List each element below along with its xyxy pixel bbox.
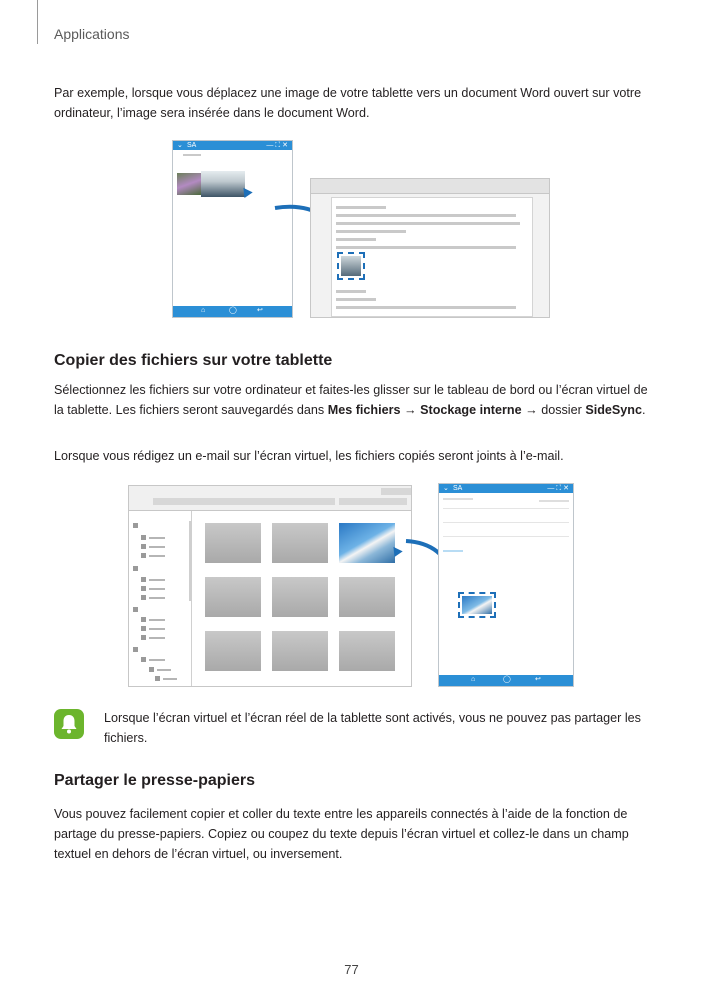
file-thumbnail <box>205 631 261 671</box>
inserted-image <box>341 256 361 276</box>
tablet-email-screen <box>438 483 574 687</box>
figure-drag-image-to-word <box>172 140 552 320</box>
path-sidesync: SideSync <box>585 403 643 417</box>
email-divider <box>443 522 569 523</box>
back-icon: ↩ <box>257 307 263 314</box>
folder-icon <box>133 647 138 652</box>
folder-icon <box>141 626 146 631</box>
folder-tree <box>129 511 192 686</box>
tablet-status-text: SA <box>453 485 463 492</box>
tree-scrollbar <box>189 521 192 601</box>
figure-drag-files-to-tablet <box>128 483 576 689</box>
document-page <box>331 197 533 317</box>
note-text: Lorsque l’écran virtuel et l’écran réel de la tablette sont activés, vous ne pouvez pas partager les fichiers. <box>104 711 641 745</box>
folder-label <box>149 659 165 661</box>
search-box <box>339 498 407 505</box>
back-icon: ↩ <box>535 676 541 683</box>
file-thumbnail <box>205 577 261 617</box>
folder-icon <box>149 667 154 672</box>
home-icon: ◯ <box>503 676 511 683</box>
header-rule <box>37 0 38 44</box>
window-controls: — ⛶ ✕ <box>266 142 288 149</box>
text-line <box>336 214 516 217</box>
tablet-nav-bar <box>439 675 573 686</box>
path-internal-storage: Stockage interne <box>420 403 522 417</box>
inserted-image-dropzone <box>337 252 365 280</box>
attached-image-dropzone <box>458 592 496 618</box>
text-line <box>336 222 520 225</box>
folder-label <box>149 597 165 599</box>
folder-label <box>149 619 165 621</box>
folder-icon <box>141 535 146 540</box>
folder-icon <box>141 595 146 600</box>
folder-label <box>163 678 177 680</box>
file-thumbnail <box>272 523 328 563</box>
folder-icon <box>141 657 146 662</box>
tablet-nav-bar <box>173 306 292 317</box>
text-run: → <box>400 403 421 417</box>
folder-icon <box>133 566 138 571</box>
folder-icon <box>141 577 146 582</box>
tablet-status-text: SA <box>187 142 197 149</box>
attached-image <box>462 596 492 614</box>
selected-photo-thumbnail <box>339 523 395 563</box>
section-header: Applications <box>54 26 130 42</box>
email-divider <box>443 536 569 537</box>
text-line <box>336 206 386 209</box>
section-title-clipboard: Partager le presse-papiers <box>54 772 255 789</box>
flower-thumbnail <box>177 173 201 195</box>
folder-icon <box>155 676 160 681</box>
landscape-thumbnail <box>201 171 245 197</box>
email-field-line <box>539 500 569 502</box>
window-buttons <box>381 488 411 495</box>
intro-paragraph: Par exemple, lorsque vous déplacez une image de votre tablette vers un document Word ouvert sur votre ordinateur, l’image sera insérée dans le document Word. <box>54 86 642 120</box>
file-explorer-window <box>128 485 412 687</box>
file-thumbnail <box>339 631 395 671</box>
placeholder-line <box>183 154 201 156</box>
email-divider <box>443 508 569 509</box>
page-number: 77 <box>344 962 359 977</box>
explorer-toolbar <box>129 486 411 511</box>
folder-icon <box>141 586 146 591</box>
word-document-window <box>310 178 550 318</box>
folder-icon <box>141 544 146 549</box>
text-line <box>336 238 376 241</box>
window-controls: — ⛶ ✕ <box>547 485 569 492</box>
text-run: → dossier <box>521 403 586 417</box>
text-run: . <box>642 403 646 417</box>
text-run: Sélectionnez les fichiers sur votre ordinateur et faites-les glisser sur le tableau de bord ou l’écran virtuel de la tablette. Les fichiers seront sauvegardés dans <box>54 383 648 417</box>
folder-icon <box>133 523 138 528</box>
folder-icon <box>141 617 146 622</box>
file-thumbnail <box>339 577 395 617</box>
file-thumbnail <box>272 631 328 671</box>
clipboard-paragraph: Vous pouvez facilement copier et coller du texte entre les appareils connectés à l’aide de la fonction de partage du presse-papiers. Copiez ou coupez du texte depuis l’écran virtuel et collez-le dans un champ textuel en dehors de l’écran virtuel, ou inversement. <box>54 807 629 861</box>
copy-files-paragraph <box>54 380 654 420</box>
attachment-label <box>443 550 463 552</box>
text-line <box>336 246 516 249</box>
file-thumbnail <box>272 577 328 617</box>
folder-icon <box>133 607 138 612</box>
text-line <box>336 306 516 309</box>
section-title-copy-files: Copier des fichiers sur votre tablette <box>54 352 333 369</box>
address-bar <box>153 498 335 505</box>
path-my-files: Mes fichiers <box>327 403 401 417</box>
text-line <box>336 290 366 293</box>
word-toolbar <box>311 179 549 194</box>
folder-label <box>149 637 165 639</box>
folder-label <box>149 537 165 539</box>
text-line <box>336 298 376 301</box>
folder-label <box>149 546 165 548</box>
folder-icon <box>141 635 146 640</box>
folder-label <box>149 628 165 630</box>
tablet-title-bar <box>173 141 292 150</box>
recent-apps-icon: ⌂ <box>201 307 206 314</box>
folder-label <box>157 669 171 671</box>
file-thumbnail <box>205 523 261 563</box>
chevron-down-icon: ⌄ <box>177 142 183 149</box>
home-icon: ◯ <box>229 307 237 314</box>
folder-label <box>149 588 165 590</box>
tablet-title-bar <box>439 484 573 493</box>
text-line <box>336 230 406 233</box>
note-bell-icon <box>54 709 84 739</box>
chevron-down-icon: ⌄ <box>443 485 449 492</box>
folder-label <box>149 579 165 581</box>
folder-label <box>149 555 165 557</box>
email-attach-paragraph: Lorsque vous rédigez un e-mail sur l’écran virtuel, les fichiers copiés seront joints à l’e-mail. <box>54 449 564 463</box>
folder-icon <box>141 553 146 558</box>
email-field-line <box>443 498 473 500</box>
recent-apps-icon: ⌂ <box>471 676 476 683</box>
